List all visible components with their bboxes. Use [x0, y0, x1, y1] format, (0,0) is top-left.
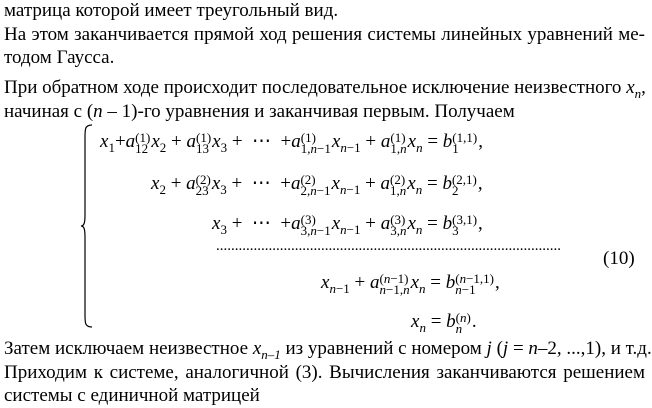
variable-x: x — [252, 338, 262, 359]
equation-number: (10) — [603, 248, 635, 269]
dotted-separator: ............................................................................................ — [216, 238, 561, 254]
text-bottom-1c: ( — [491, 338, 503, 359]
variable-j: j — [486, 338, 492, 359]
equation-row-n: $x_n = b$ (n) n . — [411, 310, 477, 336]
paragraph-line — [4, 338, 652, 362]
text-bottom-1: Затем исключаем неизвестное — [4, 338, 253, 359]
text-line-2: На этом заканчивается прямой ход решения системы линейных уравнений ме- — [4, 24, 645, 45]
paragraph-line — [4, 47, 645, 69]
text-bottom-2: Приходим к системе, аналогичной (3). Вычисления заканчиваются решением — [4, 362, 645, 383]
subscript-n-1: n–1 — [261, 347, 281, 362]
paragraph-line — [4, 385, 645, 407]
variable-j: j — [502, 338, 509, 359]
text-bottom-1d: = — [508, 338, 529, 359]
text-bottom-3: системы с единичной матрицей — [4, 385, 260, 406]
text-line-4: При обратном ходе происходит последовательное исключение неизвестного — [4, 77, 627, 98]
text-line-1: матрица которой имеет треугольный вид. — [4, 0, 339, 21]
paragraph-line — [4, 77, 645, 99]
text-line-5: начиная с ( — [4, 101, 94, 122]
equation-row-1: $x_1+a$ (1) 12 $x_2 + a$ (1) 13 $x_3$ + ⋯ +a (1) 1,n−1 $x_{n-1} + a$ (1) 1,n $x_n = b$ (1,1) 1 , — [100, 130, 483, 156]
paragraph-line — [4, 362, 645, 384]
comma: , — [641, 77, 646, 98]
paragraph-line — [4, 24, 645, 46]
text-line-3: тодом Гаусса. — [4, 47, 115, 68]
subscript-n: n — [634, 86, 642, 101]
equation-row-n-minus-1: $x_{n-1} + a$ (n−1) n−1,n $x_n = b$ (n−1,1) n−1 , — [321, 271, 500, 297]
equation-row-3: $x_3$ + ⋯ +a (3) 3,n−1 $x_{n-1} + a$ (3) 3,n $x_n = b$ (3,1) 3 , — [212, 212, 483, 238]
variable-n: n — [528, 338, 538, 359]
variable-x: x — [626, 77, 635, 98]
variable-n: n — [93, 101, 103, 122]
paragraph-line — [4, 101, 645, 123]
text-line-5b: – 1)-го уравнения и заканчивая первым. Получаем — [102, 101, 515, 122]
text-bottom-1e: –2, ...,1), и т.д. — [537, 338, 652, 359]
equation-row-2: $x_2 + a$ (2) 23 $x_3$ + ⋯ +a (2) 2,n−1 $x_{n-1} + a$ (2) 1,n $x_n = b$ (2,1) 2 , — [151, 172, 483, 198]
left-brace-icon — [80, 123, 94, 329]
text-bottom-1b: из уравнений с номером — [280, 338, 487, 359]
paragraph-line — [4, 0, 645, 22]
